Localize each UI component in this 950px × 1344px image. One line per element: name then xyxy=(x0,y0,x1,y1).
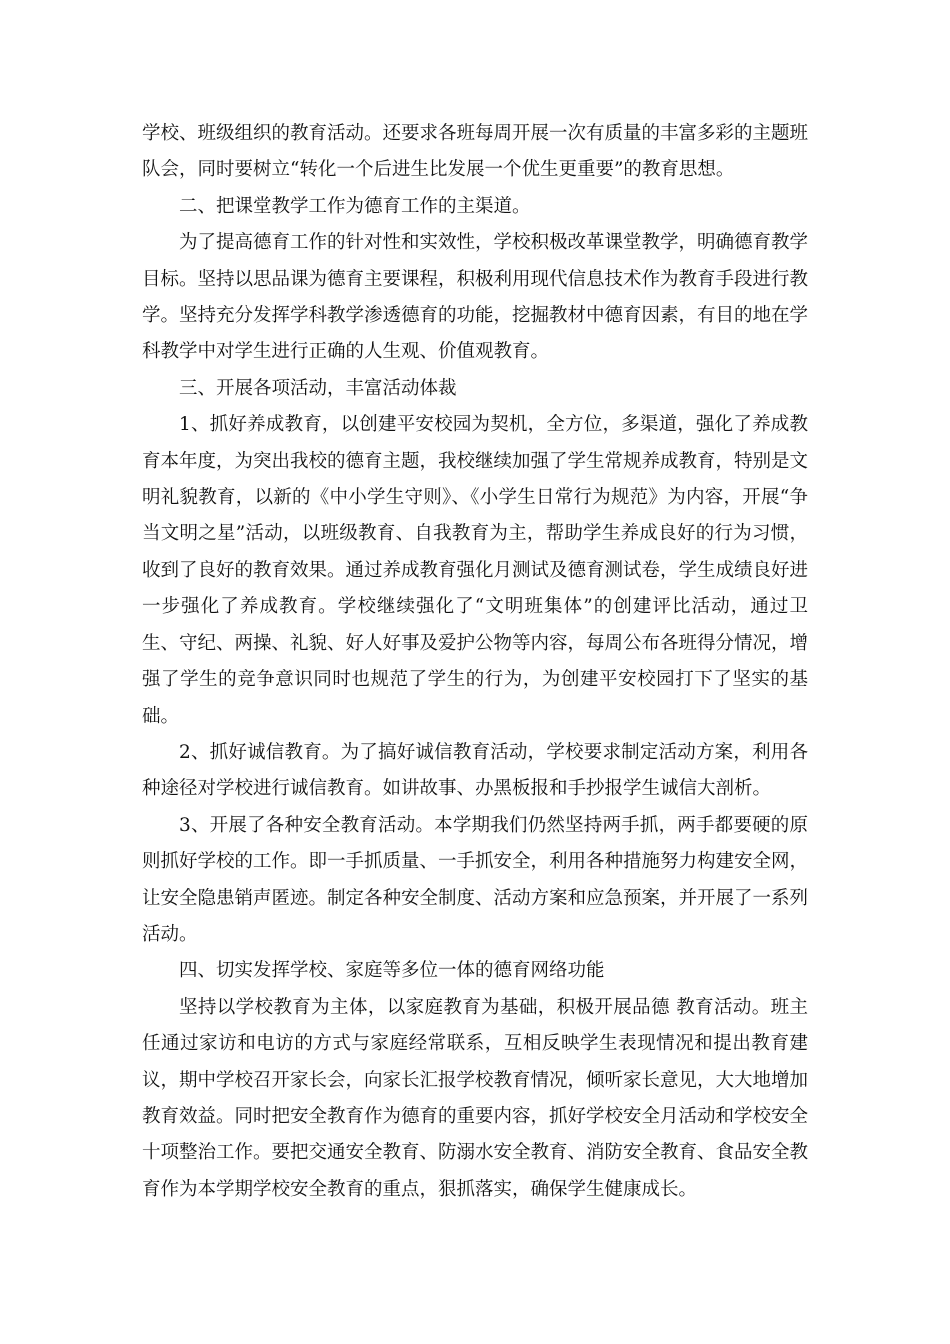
paragraph-habit-education: 1、抓好养成教育，以创建平安校园为契机，全方位，多渠道，强化了养成教育本年度，为突出我校的德育主题，我校继续加强了学生常规养成教育，特别是文明礼貌教育，以新的《中小学生守则》、《小学生日常行为规范》为内容，开展“争当文明之星”活动，以班级教育、自我教育为主，帮助学生养成良好的行为习惯，收到了良好的教育效果。通过养成教育强化月测试及德育测试卷，学生成绩良好进一步强化了养成教育。学校继续强化了“文明班集体”的创建评比活动，通过卫生、守纪、两操、礼貌、好人好事及爱护公物等内容，每周公布各班得分情况，增强了学生的竞争意识同时也规范了学生的行为，为创建平安校园打下了坚实的基础。 xyxy=(142,414,809,727)
paragraph-safety-education: 3、开展了各种安全教育活动。本学期我们仍然坚持两手抓，两手都要硬的原则抓好学校的工作。即一手抓质量、一手抓安全，利用各种措施努力构建安全网，让安全隐患销声匿迹。制定各种安全制度、活动方案和应急预案，并开展了一系列活动。 xyxy=(142,814,809,945)
document-body xyxy=(142,116,808,1208)
section-heading-2: 二、把课堂教学工作为德育工作的主渠道。 xyxy=(179,195,531,217)
section-heading-4: 四、切实发挥学校、家庭等多位一体的德育网络功能 xyxy=(179,960,605,982)
paragraph-continuation: 学校、班级组织的教育活动。还要求各班每周开展一次有质量的丰富多彩的主题班队会，同时要树立“转化一个后进生比发展一个优生更重要”的教育思想。 xyxy=(142,123,809,181)
section-heading-3: 三、开展各项活动，丰富活动体裁 xyxy=(179,377,457,399)
paragraph-classroom-teaching: 为了提高德育工作的针对性和实效性，学校积极改革课堂教学，明确德育教学目标。坚持以思品课为德育主要课程，积极利用现代信息技术作为教育手段进行教学。坚持充分发挥学科教学渗透德育的功能，挖掘教材中德育因素，有目的地在学科教学中对学生进行正确的人生观、价值观教育。 xyxy=(142,232,809,363)
paragraph-integrity-education: 2、抓好诚信教育。为了搞好诚信教育活动，学校要求制定活动方案，利用各种途径对学校进行诚信教育。如讲故事、办黑板报和手抄报学生诚信大剖析。 xyxy=(142,741,808,800)
paragraph-home-school: 坚持以学校教育为主体，以家庭教育为基础，积极开展品德 教育活动。班主任通过家访和电访的方式与家庭经常联系，互相反映学生表现情况和提出教育建议，期中学校召开家长会，向家长汇报学校教育情况，倾听家长意见，大大地增加教育效益。同时把安全教育作为德育的重要内容，抓好学校安全月活动和学校安全十项整治工作。要把交通安全教育、防溺水安全教育、消防安全教育、食品安全教育作为本学期学校安全教育的重点，狠抓落实，确保学生健康成长。 xyxy=(142,996,809,1200)
